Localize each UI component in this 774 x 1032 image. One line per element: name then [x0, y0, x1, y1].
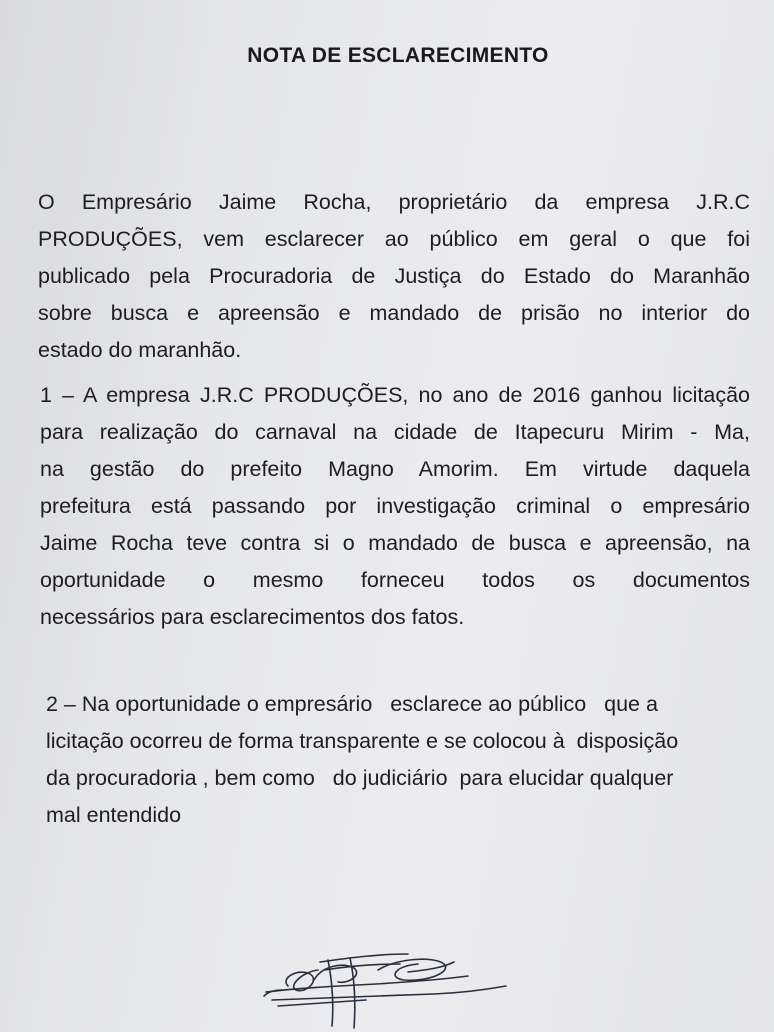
- item-1-line: oportunidade o mesmo forneceu todos os documentos: [40, 568, 750, 592]
- item-1-line: na gestão do prefeito Magno Amorim. Em virtude daquela: [40, 457, 750, 481]
- intro-line: estado do maranhão.: [38, 338, 242, 362]
- intro-line: PRODUÇÕES, vem esclarecer ao público em geral o que foi: [38, 227, 750, 251]
- item-1-line: Jaime Rocha teve contra si o mandado de busca e apreensão, na: [40, 531, 750, 555]
- item-2-line: licitação ocorreu de forma transparente e se colocou à disposição: [46, 729, 679, 753]
- intro-line: publicado pela Procuradoria de Justiça do Estado do Maranhão: [38, 264, 750, 288]
- item-1-line: necessários para esclarecimentos dos fatos.: [40, 605, 465, 629]
- item-2-line: 2 – Na oportunidade o empresário esclarece ao público que a: [46, 692, 658, 716]
- item-2-paragraph: [46, 686, 750, 834]
- item-1-line: para realização do carnaval na cidade de Itapecuru Mirim - Ma,: [40, 420, 750, 444]
- intro-line: sobre busca e apreensão e mandado de prisão no interior do: [38, 301, 750, 325]
- document-title: NOTA DE ESCLARECIMENTO: [247, 44, 549, 67]
- intro-line: O Empresário Jaime Rocha, proprietário da empresa J.R.C: [38, 190, 750, 214]
- item-2-line: da procuradoria , bem como do judiciário para elucidar qualquer: [46, 766, 674, 790]
- item-1-line: 1 – A empresa J.R.C PRODUÇÕES, no ano de 2016 ganhou licitação: [40, 383, 750, 407]
- item-2-line: mal entendido: [46, 803, 182, 827]
- item-1-line: prefeitura está passando por investigação criminal o empresário: [40, 494, 750, 518]
- intro-paragraph: [38, 184, 750, 369]
- handwritten-signature: [258, 940, 518, 1032]
- item-1-paragraph: [40, 377, 750, 636]
